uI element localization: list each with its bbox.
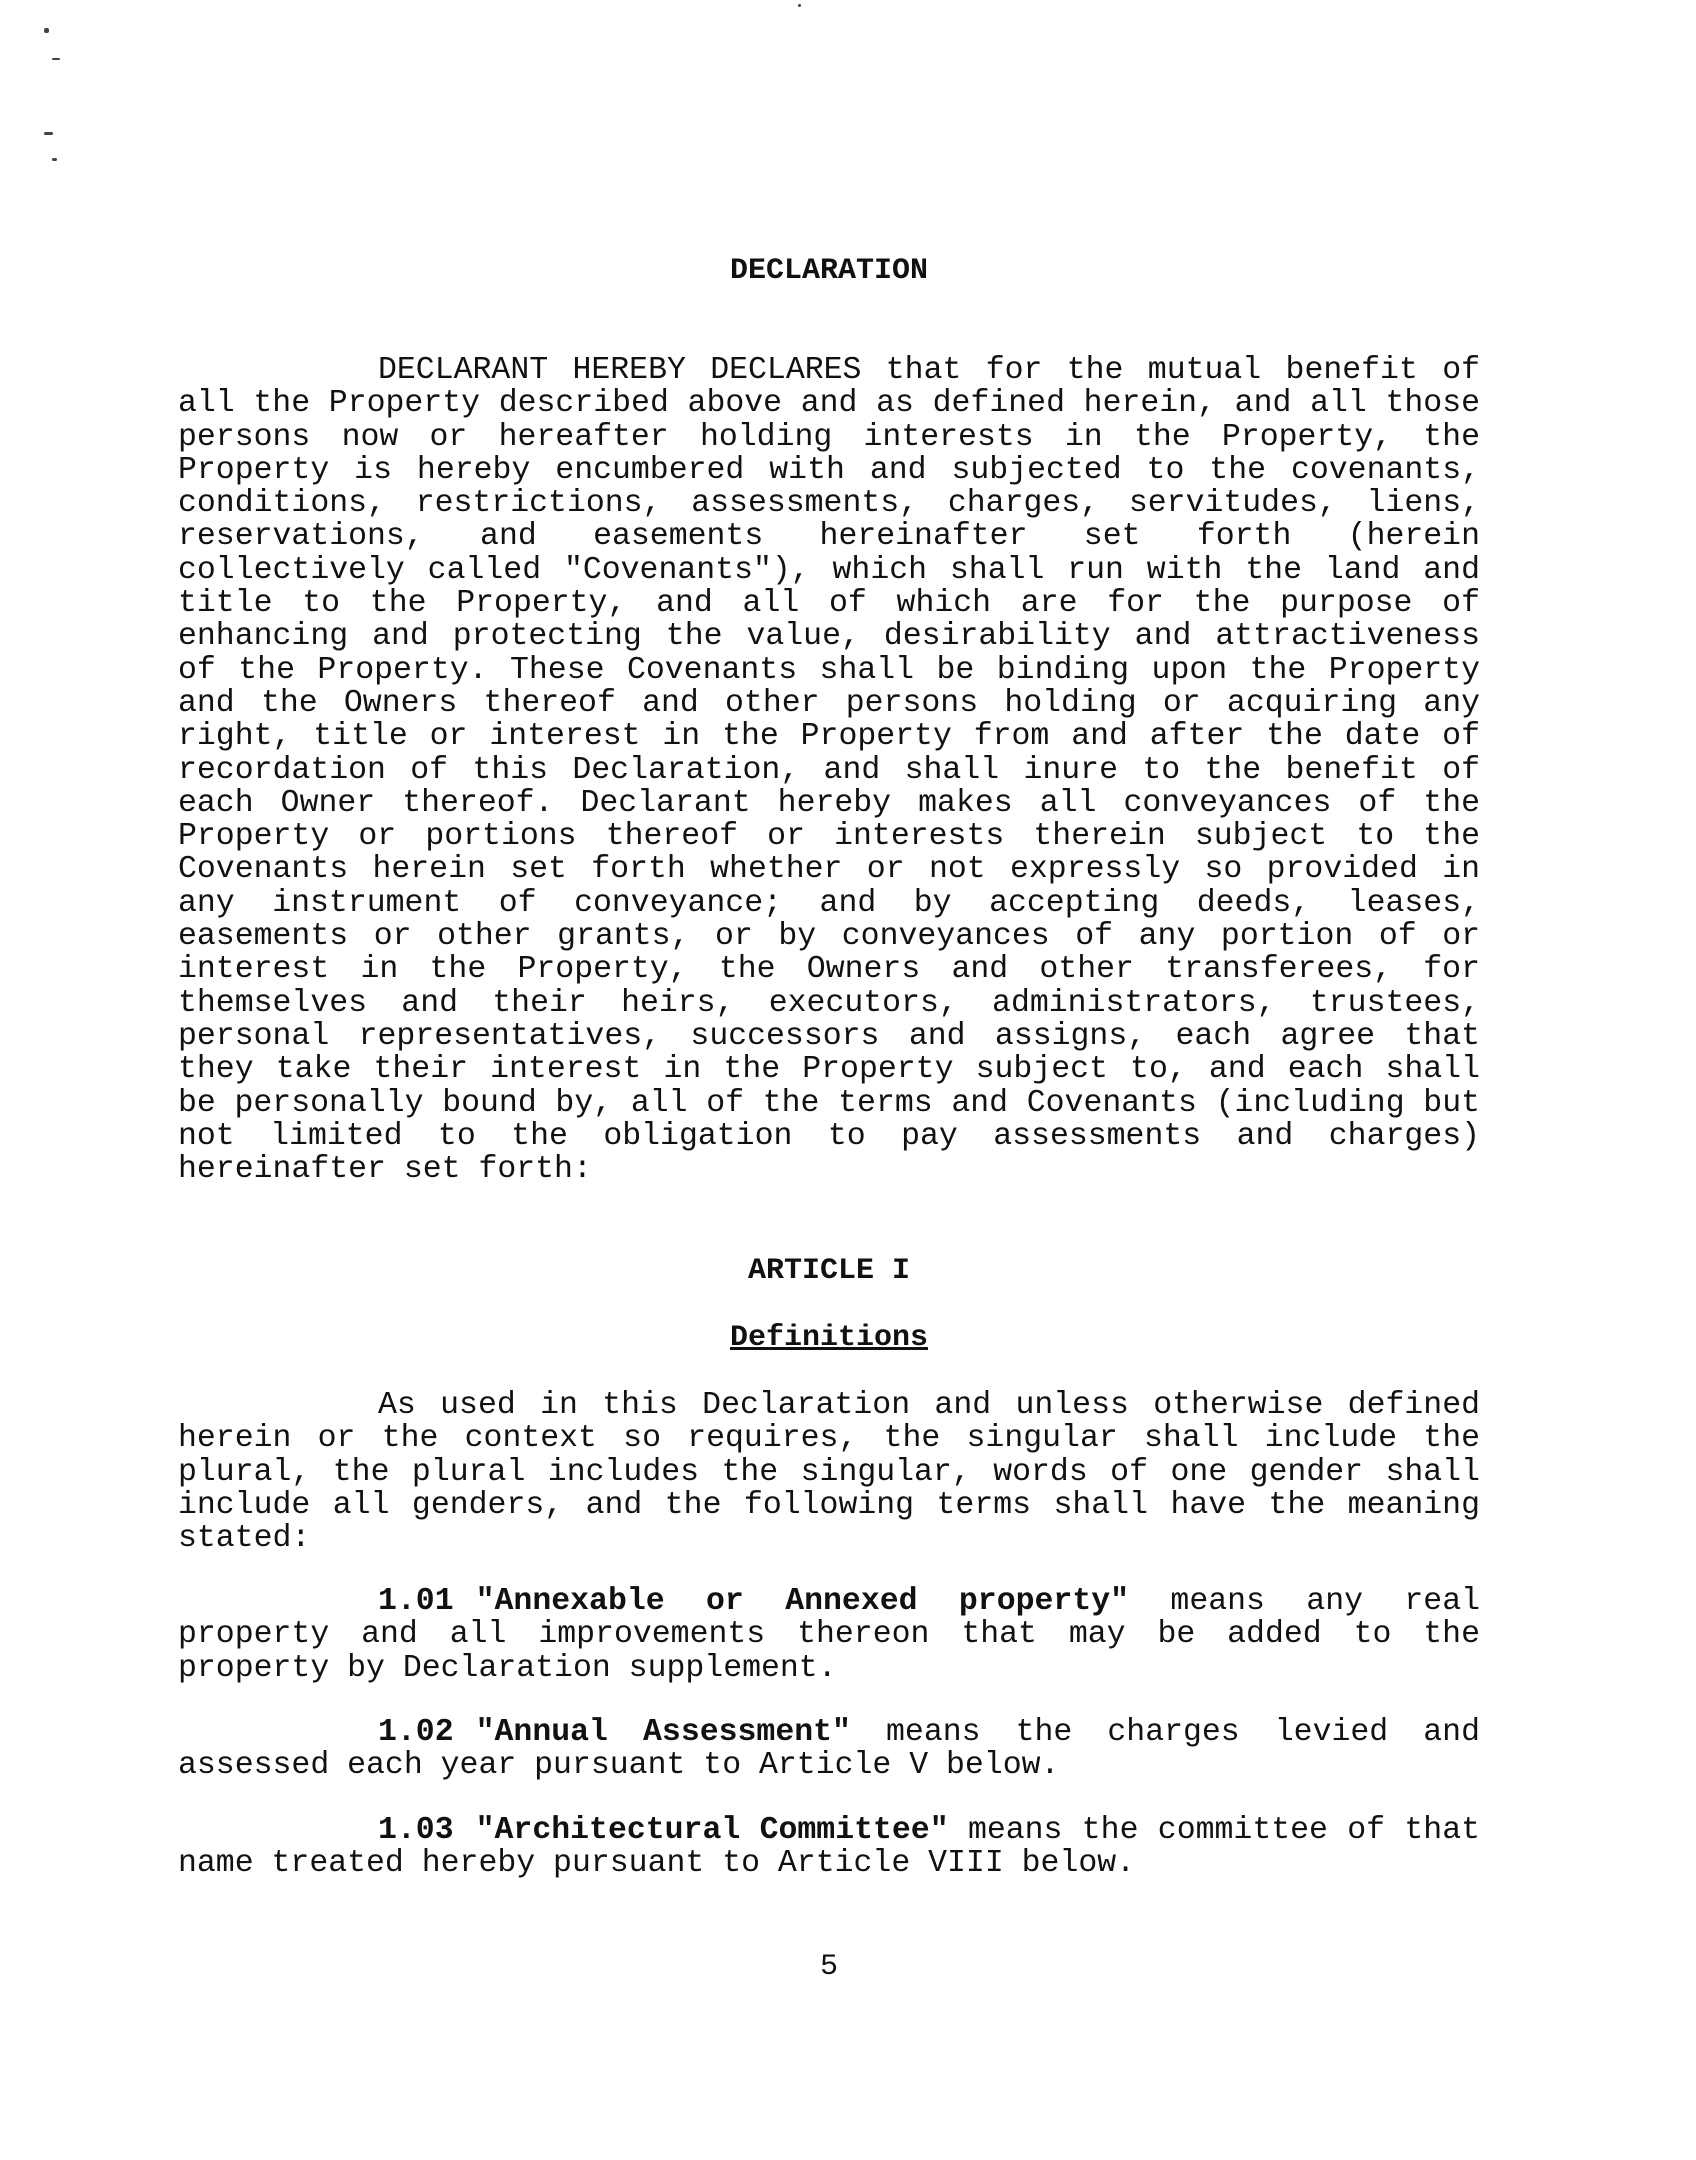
definition-text: means the charges levied and assessed each year pursuant to Article V below. bbox=[178, 1715, 1480, 1784]
page-number: 5 bbox=[819, 1950, 838, 1984]
scan-speck bbox=[52, 158, 57, 161]
definition-item bbox=[178, 1585, 1480, 1685]
definition-item bbox=[178, 1716, 1480, 1783]
article-subheading: Definitions bbox=[729, 1321, 929, 1355]
definition-number: 1.02 bbox=[378, 1715, 454, 1750]
article-heading: ARTICLE I bbox=[747, 1254, 911, 1288]
definition-text: means any real property and all improvements thereon that may be added to the property by Declaration supplement. bbox=[178, 1584, 1481, 1686]
scan-speck bbox=[44, 132, 53, 135]
definitions-intro-paragraph: As used in this Declaration and unless otherwise defined herein or the context so requires, the singular shall include the plural, the plural includes the singular, words of one gender shall include all genders, and the following terms shall have the meaning stated: bbox=[178, 1388, 1480, 1557]
definition-number: 1.03 bbox=[378, 1813, 454, 1848]
declaration-heading: DECLARATION bbox=[729, 254, 929, 288]
definition-term: "Annexable or Annexed property" bbox=[475, 1584, 1130, 1619]
definition-number: 1.01 bbox=[378, 1584, 454, 1619]
definition-term: "Annual Assessment" bbox=[475, 1715, 851, 1750]
declaration-paragraph: DECLARANT HEREBY DECLARES that for the mutual benefit of all the Property described above and as defined herein, and all those persons now or hereafter holding interests in the Property, the Property is hereby encumbered with and subjected to the covenants, conditions, restrictions, assessments, charges, servitudes, liens, reservations, and easements hereinafter set forth (herein collectively called "Covenants"), which shall run with the land and title to the Property, and all of which are for the purpose of enhancing and protecting the value, desirability and attractiveness of the Property. These Covenants shall be binding upon the Property and the Owners thereof and other persons holding or acquiring any right, title or interest in the Property from and after the date of recordation of this Declaration, and shall inure to the benefit of each Owner thereof. Declarant hereby makes all conveyances of the Property or portions thereof or interests therein subject to the Covenants herein set forth whether or not expressly so provided in any instrument of conveyance; and by accepting deeds, leases, easements or other grants, or by conveyances of any portion of or interest in the Property, the Owners and other transferees, for themselves and their heirs, executors, administrators, trustees, personal representatives, successors and assigns, each agree that they take their interest in the Property subject to, and each shall be personally bound by, all of the terms and Covenants (including but not limited to the obligation to pay assessments and charges) hereinafter set forth: bbox=[178, 353, 1480, 1188]
definition-item bbox=[178, 1814, 1480, 1881]
scan-speck bbox=[44, 28, 49, 33]
definition-text: means the committee of that name treated hereby pursuant to Article VIII below. bbox=[178, 1813, 1480, 1882]
scan-speck bbox=[798, 4, 801, 7]
definition-term: "Architectural Committee" bbox=[475, 1813, 949, 1848]
scan-speck bbox=[52, 58, 60, 60]
document-page bbox=[178, 0, 1480, 2160]
